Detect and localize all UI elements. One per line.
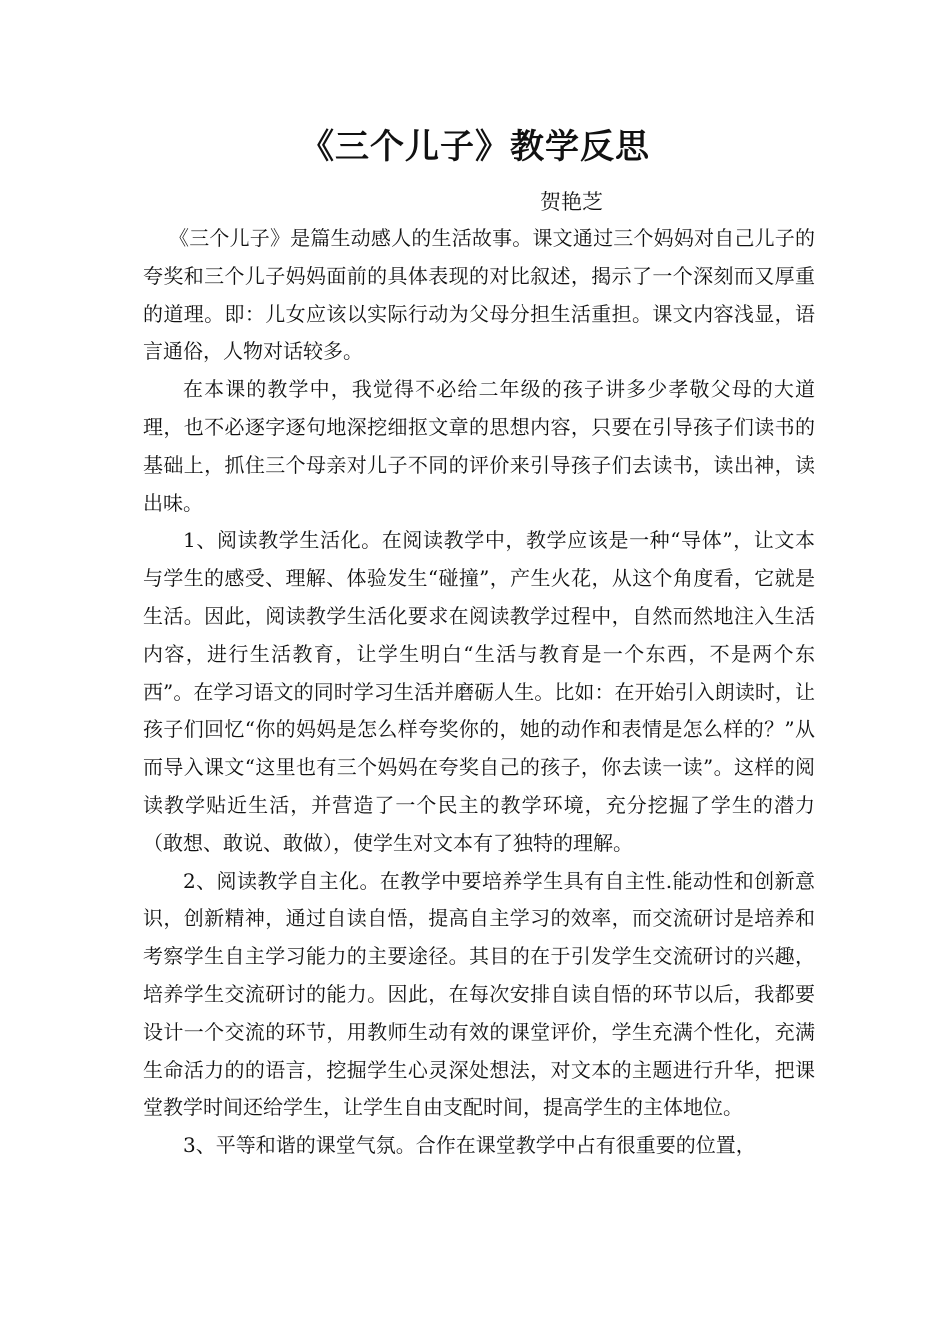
paragraph-intro: 《三个儿子》是篇生动感人的生活故事。课文通过三个妈妈对自己儿子的夸奖和三个儿子妈妈面前的具体表现的对比叙述，揭示了一个深刻而又厚重的道理。即：儿女应该以实际行动为父母分担生活重担。课文内容浅显，语言通俗，人物对话较多。	[143, 226, 815, 364]
paragraph-approach: 在本课的教学中，我觉得不必给二年级的孩子讲多少孝敬父母的大道理，也不必逐字逐句地深挖细抠文章的思想内容，只要在引导孩子们读书的基础上，抓住三个母亲对儿子不同的评价来引导孩子们去读书，读出神，读出味。	[143, 377, 815, 515]
paragraph-point-3: 3、平等和谐的课堂气氛。合作在课堂教学中占有很重要的位置，	[183, 1133, 756, 1158]
paragraph-point-1: 1、阅读教学生活化。在阅读教学中，教学应该是一种“导体”，让文本与学生的感受、理解、体验发生“碰撞”，产生火花，从这个角度看，它就是生活。因此，阅读教学生活化要求在阅读教学过程中，自然而然地注入生活内容，进行生活教育，让学生明白“生活与教育是一个东西，不是两个东西”。在学习语文的同时学习生活并磨砺人生。比如：在开始引入朗读时，让孩子们回忆“你的妈妈是怎么样夸奖你的，她的动作和表情是怎么样的？”从而导入课文“这里也有三个妈妈在夸奖自己的孩子，你去读一读”。这样的阅读教学贴近生活，并营造了一个民主的教学环境，充分挖掘了学生的潜力（敢想、敢说、敢做），使学生对文本有了独特的理解。	[143, 528, 815, 855]
author-name: 贺艳芝	[540, 190, 603, 214]
document-body	[143, 220, 815, 1165]
paragraph-point-2: 2、阅读教学自主化。在教学中要培养学生具有自主性.能动性和创新意识，创新精神，通过自读自悟，提高自主学习的效率，而交流研讨是培养和考察学生自主学习能力的主要途径。其目的在于引发学生交流研讨的兴趣，培养学生交流研讨的能力。因此，在每次安排自读自悟的环节以后，我都要设计一个交流的环节，用教师生动有效的课堂评价，学生充满个性化，充满生命活力的的语言，挖掘学生心灵深处想法，对文本的主题进行升华，把课堂教学时间还给学生，让学生自由支配时间，提高学生的主体地位。	[143, 868, 815, 1120]
document-title: 《三个儿子》教学反思	[300, 127, 650, 167]
